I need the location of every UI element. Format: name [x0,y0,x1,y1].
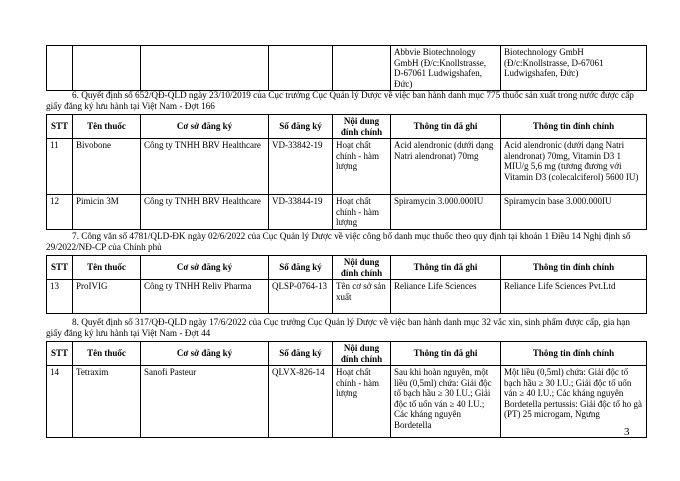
cell-thong-tin-da-ghi: Reliance Life Sciences [391,280,501,314]
header-stt: STT [47,256,73,280]
cell-co-so [141,46,269,91]
section-7-intro: 7. Công văn số 4781/QLD-ĐK ngày 02/6/2022 của Cục Quản lý Dược về việc công bố danh mục thuốc theo quy định tại khoản 1 Điều 14 Nghị định số 29/2022/NĐ-CP của Chính phủ [46,231,631,252]
cell-thong-tin-dinh-chinh: Reliance Life Sciences Pvt.Ltd [501,280,647,314]
header-thong-tin-dinh-chinh: Thông tin đính chính [501,342,647,366]
cell-thong-tin-da-ghi: Sau khi hoàn nguyên, một liều (0,5ml) chứa: Giải độc tố bạch hầu ≥ 30 I.U.; Giải độc tố uốn ván ≥ 40 I.U.; Các kháng nguyên Bordetella [391,366,501,438]
cell-ten-thuoc: Tetraxim [73,366,141,438]
table-row [47,46,647,91]
header-thong-tin-dinh-chinh: Thông tin đính chính [501,256,647,280]
table-continued [46,45,647,91]
cell-so-dang-ky [269,46,333,91]
header-ten-thuoc: Tên thuốc [73,256,141,280]
header-ten-thuoc: Tên thuốc [73,115,141,139]
cell-so-dang-ky: QLSP-0764-13 [269,280,333,314]
table-section-6 [46,114,647,230]
cell-noi-dung: Tên cơ sở sản xuất [333,280,391,314]
header-so-dang-ky: Số đăng ký [269,256,333,280]
table-header-row [47,115,647,139]
table-header-row [47,256,647,280]
table-row [47,366,647,438]
cell-stt: 11 [47,139,73,195]
table-section-8 [46,341,647,438]
cell-ten-thuoc: Bivobone [73,139,141,195]
cell-thong-tin-da-ghi: Spiramycin 3.000.000IU [391,195,501,230]
cell-co-so: Công ty TNHH Reliv Pharma [141,280,269,314]
cell-stt: 12 [47,195,73,230]
cell-co-so: Công ty TNHH BRV Healthcare [141,139,269,195]
header-noi-dung: Nội dung đính chính [333,342,391,366]
cell-stt: 14 [47,366,73,438]
cell-thong-tin-dinh-chinh: Acid alendronic (dưới dạng Natri alendronat) 70mg, Vitamin D3 1 MIU/g 5,6 mg (tương đương với Vitamin D3 (colecalciferol) 5600 IU) [501,139,647,195]
header-ten-thuoc: Tên thuốc [73,342,141,366]
cell-noi-dung: Hoạt chất chính - hàm lượng [333,195,391,230]
header-stt: STT [47,342,73,366]
cell-noi-dung: Hoạt chất chính - hàm lượng [333,139,391,195]
cell-stt: 13 [47,280,73,314]
cell-stt [47,46,73,91]
cell-thong-tin-dinh-chinh: Spiramycin base 3.000.000IU [501,195,647,230]
header-thong-tin-da-ghi: Thông tin đã ghi [391,115,501,139]
header-thong-tin-da-ghi: Thông tin đã ghi [391,256,501,280]
table-row [47,195,647,230]
cell-noi-dung: Hoạt chất chính - hàm lượng [333,366,391,438]
cell-co-so: Sanofi Pasteur [141,366,269,438]
cell-co-so: Công ty TNHH BRV Healthcare [141,195,269,230]
header-thong-tin-dinh-chinh: Thông tin đính chính [501,115,647,139]
header-co-so: Cơ sở đăng ký [141,256,269,280]
cell-thong-tin-dinh-chinh: Biotechnology GmbH (Đ/c:Knollstrasse, D-67061 Ludwigshafen, Đức) [501,46,647,91]
section-6-intro: 6. Quyết định số 652/QĐ-QLD ngày 23/10/2019 của Cục trưởng Cục Quản lý Dược về việc ban hành danh mục 775 thuốc sản xuất trong nước được cấp giấy đăng ký lưu hành tại Việt Nam - Đợt 166 [46,90,634,111]
page-number: 3 [624,426,630,438]
table-row [47,139,647,195]
header-stt: STT [47,115,73,139]
cell-thong-tin-da-ghi: Acid alendronic (dưới dạng Natri alendronat) 70mg [391,139,501,195]
cell-ten-thuoc: Pimicin 3M [73,195,141,230]
cell-so-dang-ky: VD-33842-19 [269,139,333,195]
cell-ten-thuoc [73,46,141,91]
cell-thong-tin-da-ghi: Abbvie Biotechnology GmbH (Đ/c:Knollstrasse, D-67061 Ludwigshafen, Đức) [391,46,501,91]
cell-thong-tin-dinh-chinh: Một liều (0,5ml) chứa: Giải độc tố bạch hầu ≥ 30 I.U.; Giải độc tố uốn ván ≥ 40 I.U.; Các kháng nguyên Bordetella pertussis: Giải độc tố ho gà (PT) 25 microgam, Ngưng [501,366,647,438]
header-noi-dung: Nội dung đính chính [333,115,391,139]
cell-ten-thuoc: ProIVIG [73,280,141,314]
cell-noi-dung [333,46,391,91]
header-so-dang-ky: Số đăng ký [269,115,333,139]
header-co-so: Cơ sở đăng ký [141,342,269,366]
cell-so-dang-ky: VD-33844-19 [269,195,333,230]
section-8-intro: 8. Quyết định số 317/QĐ-QLD ngày 17/6/2022 của Cục trưởng Cục Quản lý Dược về việc ban hành danh mục 32 vắc xin, sinh phẩm được cấp, gia hạn giấy đăng ký lưu hành tại Việt Nam - Đợt 44 [46,317,630,338]
table-header-row [47,342,647,366]
header-thong-tin-da-ghi: Thông tin đã ghi [391,342,501,366]
header-noi-dung: Nội dung đính chính [333,256,391,280]
cell-so-dang-ky: QLVX-826-14 [269,366,333,438]
header-co-so: Cơ sở đăng ký [141,115,269,139]
header-so-dang-ky: Số đăng ký [269,342,333,366]
table-section-7 [46,255,647,314]
table-row [47,280,647,314]
